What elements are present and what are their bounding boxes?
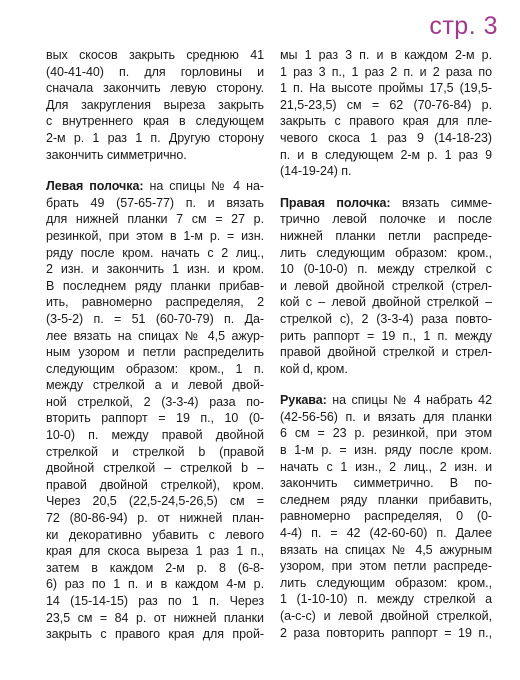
text-line: 10 (0-10-0) п. между стрелкой с bbox=[280, 262, 492, 277]
text-line: кой с – левой двойной стрелкой – bbox=[280, 295, 492, 310]
text-line: (14-19-24) п. bbox=[280, 164, 352, 179]
text-line: (3-5-2) п. = 51 (60-70-79) п. Да- bbox=[46, 311, 264, 326]
text-line: лее вязать на спицах № 4,5 ажур- bbox=[46, 328, 264, 343]
text-line: 21,5-23,5) см = 62 (70-76-84) р. bbox=[280, 97, 492, 112]
text-line: вязать на спицах № 4,5 ажурным bbox=[280, 542, 492, 557]
text-line bbox=[280, 392, 492, 409]
left-front-continuation-paragraph bbox=[280, 47, 492, 180]
text-line: стрелкой с), 2 (3-3-4) раза повто- bbox=[280, 311, 492, 326]
text-line: 4-4) п. = 42 (42-60-60) п. Далее bbox=[280, 526, 492, 541]
text-line: стрелкой и стрелкой b (правой bbox=[46, 444, 264, 459]
text-line: ряду после кром. начать с 2 лиц., bbox=[46, 245, 264, 260]
text-line: В последнем ряду планки прибав- bbox=[46, 278, 264, 293]
text-line: начать с 1 изн., 2 лиц., 2 изн. и bbox=[280, 459, 492, 474]
right-column bbox=[280, 47, 492, 641]
text-line: 10-0) п. между правой двойной bbox=[46, 428, 264, 443]
text-line: кой d, кром. bbox=[280, 361, 348, 376]
text-line: лить следующим образом: кром., bbox=[280, 245, 492, 260]
text-line: ки декоративно убавить с левого bbox=[46, 527, 264, 542]
text-line: 1 (1-10-10) п. между стрелкой а bbox=[280, 592, 492, 607]
text-line: следующим образом: кром., 1 п. bbox=[46, 361, 264, 376]
sleeve-heading: Рукава: bbox=[280, 393, 327, 408]
text-line: (42-56-56) п. и вязать для планки bbox=[280, 409, 492, 424]
text-line: двойной стрелкой – стрелкой b – bbox=[46, 461, 264, 476]
text-line: 14 (15-14-15) раз по 1 п. Через bbox=[46, 594, 264, 608]
text-fragment: на спицы № 4 на- bbox=[143, 179, 264, 194]
text-line: закрыть с правого края для прой- bbox=[46, 627, 264, 642]
text-line: правой двойной стрелкой), кром. bbox=[46, 477, 264, 492]
right-front-heading: Правая полочка: bbox=[280, 195, 391, 210]
left-front-section bbox=[46, 178, 264, 643]
page-number: стр. 3 bbox=[429, 12, 498, 40]
text-fragment: вязать симме- bbox=[390, 195, 492, 210]
text-fragment: на спицы № 4 набрать 42 bbox=[326, 393, 492, 408]
text-line: вторить раппорт = 19 п., 10 (0- bbox=[46, 411, 264, 426]
text-line: рить раппорт = 19 п., 1 п. между bbox=[280, 328, 492, 343]
text-line: брать 49 (57-65-77) п. и вязать bbox=[46, 195, 264, 210]
text-line: нижней планки петли распреде- bbox=[280, 228, 492, 243]
text-line: между стрелкой а и левой двой- bbox=[46, 378, 264, 393]
text-line: 6) раз по 1 п. и в каждом 4-м р. bbox=[46, 577, 264, 592]
text-line: узором, при этом петли распреде- bbox=[280, 559, 492, 574]
text-line: ной стрелкой, 2 (3-3-4) раза по- bbox=[46, 394, 264, 409]
text-line: Через 20,5 (22,5-24,5-26,5) см = bbox=[46, 494, 264, 509]
text-line: правой двойной стрелкой и стрел- bbox=[280, 345, 492, 360]
text-line: 1 п. На высоте проймы 17,5 (19,5- bbox=[280, 81, 492, 96]
text-line: 72 (80-86-94) р. от нижней план- bbox=[46, 511, 264, 526]
text-line bbox=[280, 195, 492, 212]
text-line: затем в каждом 2-м р. 8 (6-8- bbox=[46, 560, 264, 575]
text-line bbox=[46, 178, 264, 195]
text-line: (а-с-с) и левой двойной стрелкой, bbox=[280, 609, 492, 623]
text-line: сначала закончить левую сторону. bbox=[46, 81, 264, 96]
left-column bbox=[46, 47, 264, 643]
text-line: закончить симметрично. bbox=[46, 147, 187, 162]
text-line: чевого скоса 1 раз 9 (14-18-23) bbox=[280, 130, 492, 145]
text-line: резинкой, при этом в 1-м р. = изн. bbox=[46, 228, 264, 243]
text-line: п. и в следующем 2-м р. 1 раз 9 bbox=[280, 147, 492, 162]
text-line: трично левой полочке и после bbox=[280, 212, 492, 227]
text-line: закрыть с правого края для пле- bbox=[280, 114, 492, 129]
back-neckline-paragraph bbox=[46, 47, 264, 163]
text-line: ным узором и петли распределить bbox=[46, 345, 264, 360]
text-line: с внутреннего края в следующем bbox=[46, 114, 264, 129]
text-line: в 1-м р. = изн. ряду после кром. bbox=[280, 443, 492, 458]
text-line: 2-м р. 1 раз 1 п. Другую сторону bbox=[46, 130, 264, 145]
text-line: лить следующим образом: кром., bbox=[280, 575, 492, 590]
text-line: вых скосов закрыть среднюю 41 bbox=[46, 48, 264, 62]
right-front-section bbox=[280, 195, 492, 378]
text-line: и левой двойной стрелкой (стрел- bbox=[280, 278, 492, 293]
text-line: Для закругления выреза закрыть bbox=[46, 97, 264, 112]
text-line: 6 см = 23 р. резинкой, при этом bbox=[280, 426, 492, 441]
text-line: равномерно распределяя, 0 (0- bbox=[280, 509, 492, 524]
text-line: (40-41-40) п. для горловины и bbox=[46, 64, 264, 79]
text-line: закончить симметрично. В по- bbox=[280, 476, 492, 491]
text-line: 23,5 см = 84 р. от нижней планки bbox=[46, 610, 264, 625]
text-line: ить, равномерно распределяя, 2 bbox=[46, 295, 264, 310]
sleeve-section bbox=[280, 392, 492, 641]
text-line: края для скоса выреза 1 раз 1 п., bbox=[46, 544, 264, 559]
text-line: мы 1 раз 3 п. и в каждом 2-м р. bbox=[280, 48, 492, 62]
text-line: 2 изн. и закончить 1 изн. и кром. bbox=[46, 262, 264, 277]
text-line: следнем ряду планки прибавить, bbox=[280, 492, 492, 507]
text-line: 1 раз 3 п., 1 раз 2 п. и 2 раза по bbox=[280, 64, 492, 79]
left-front-heading: Левая полочка: bbox=[46, 179, 144, 194]
text-line: для нижней планки 7 см = 27 р. bbox=[46, 212, 264, 227]
text-line: 2 раза повторить раппорт = 19 п., bbox=[280, 625, 492, 640]
